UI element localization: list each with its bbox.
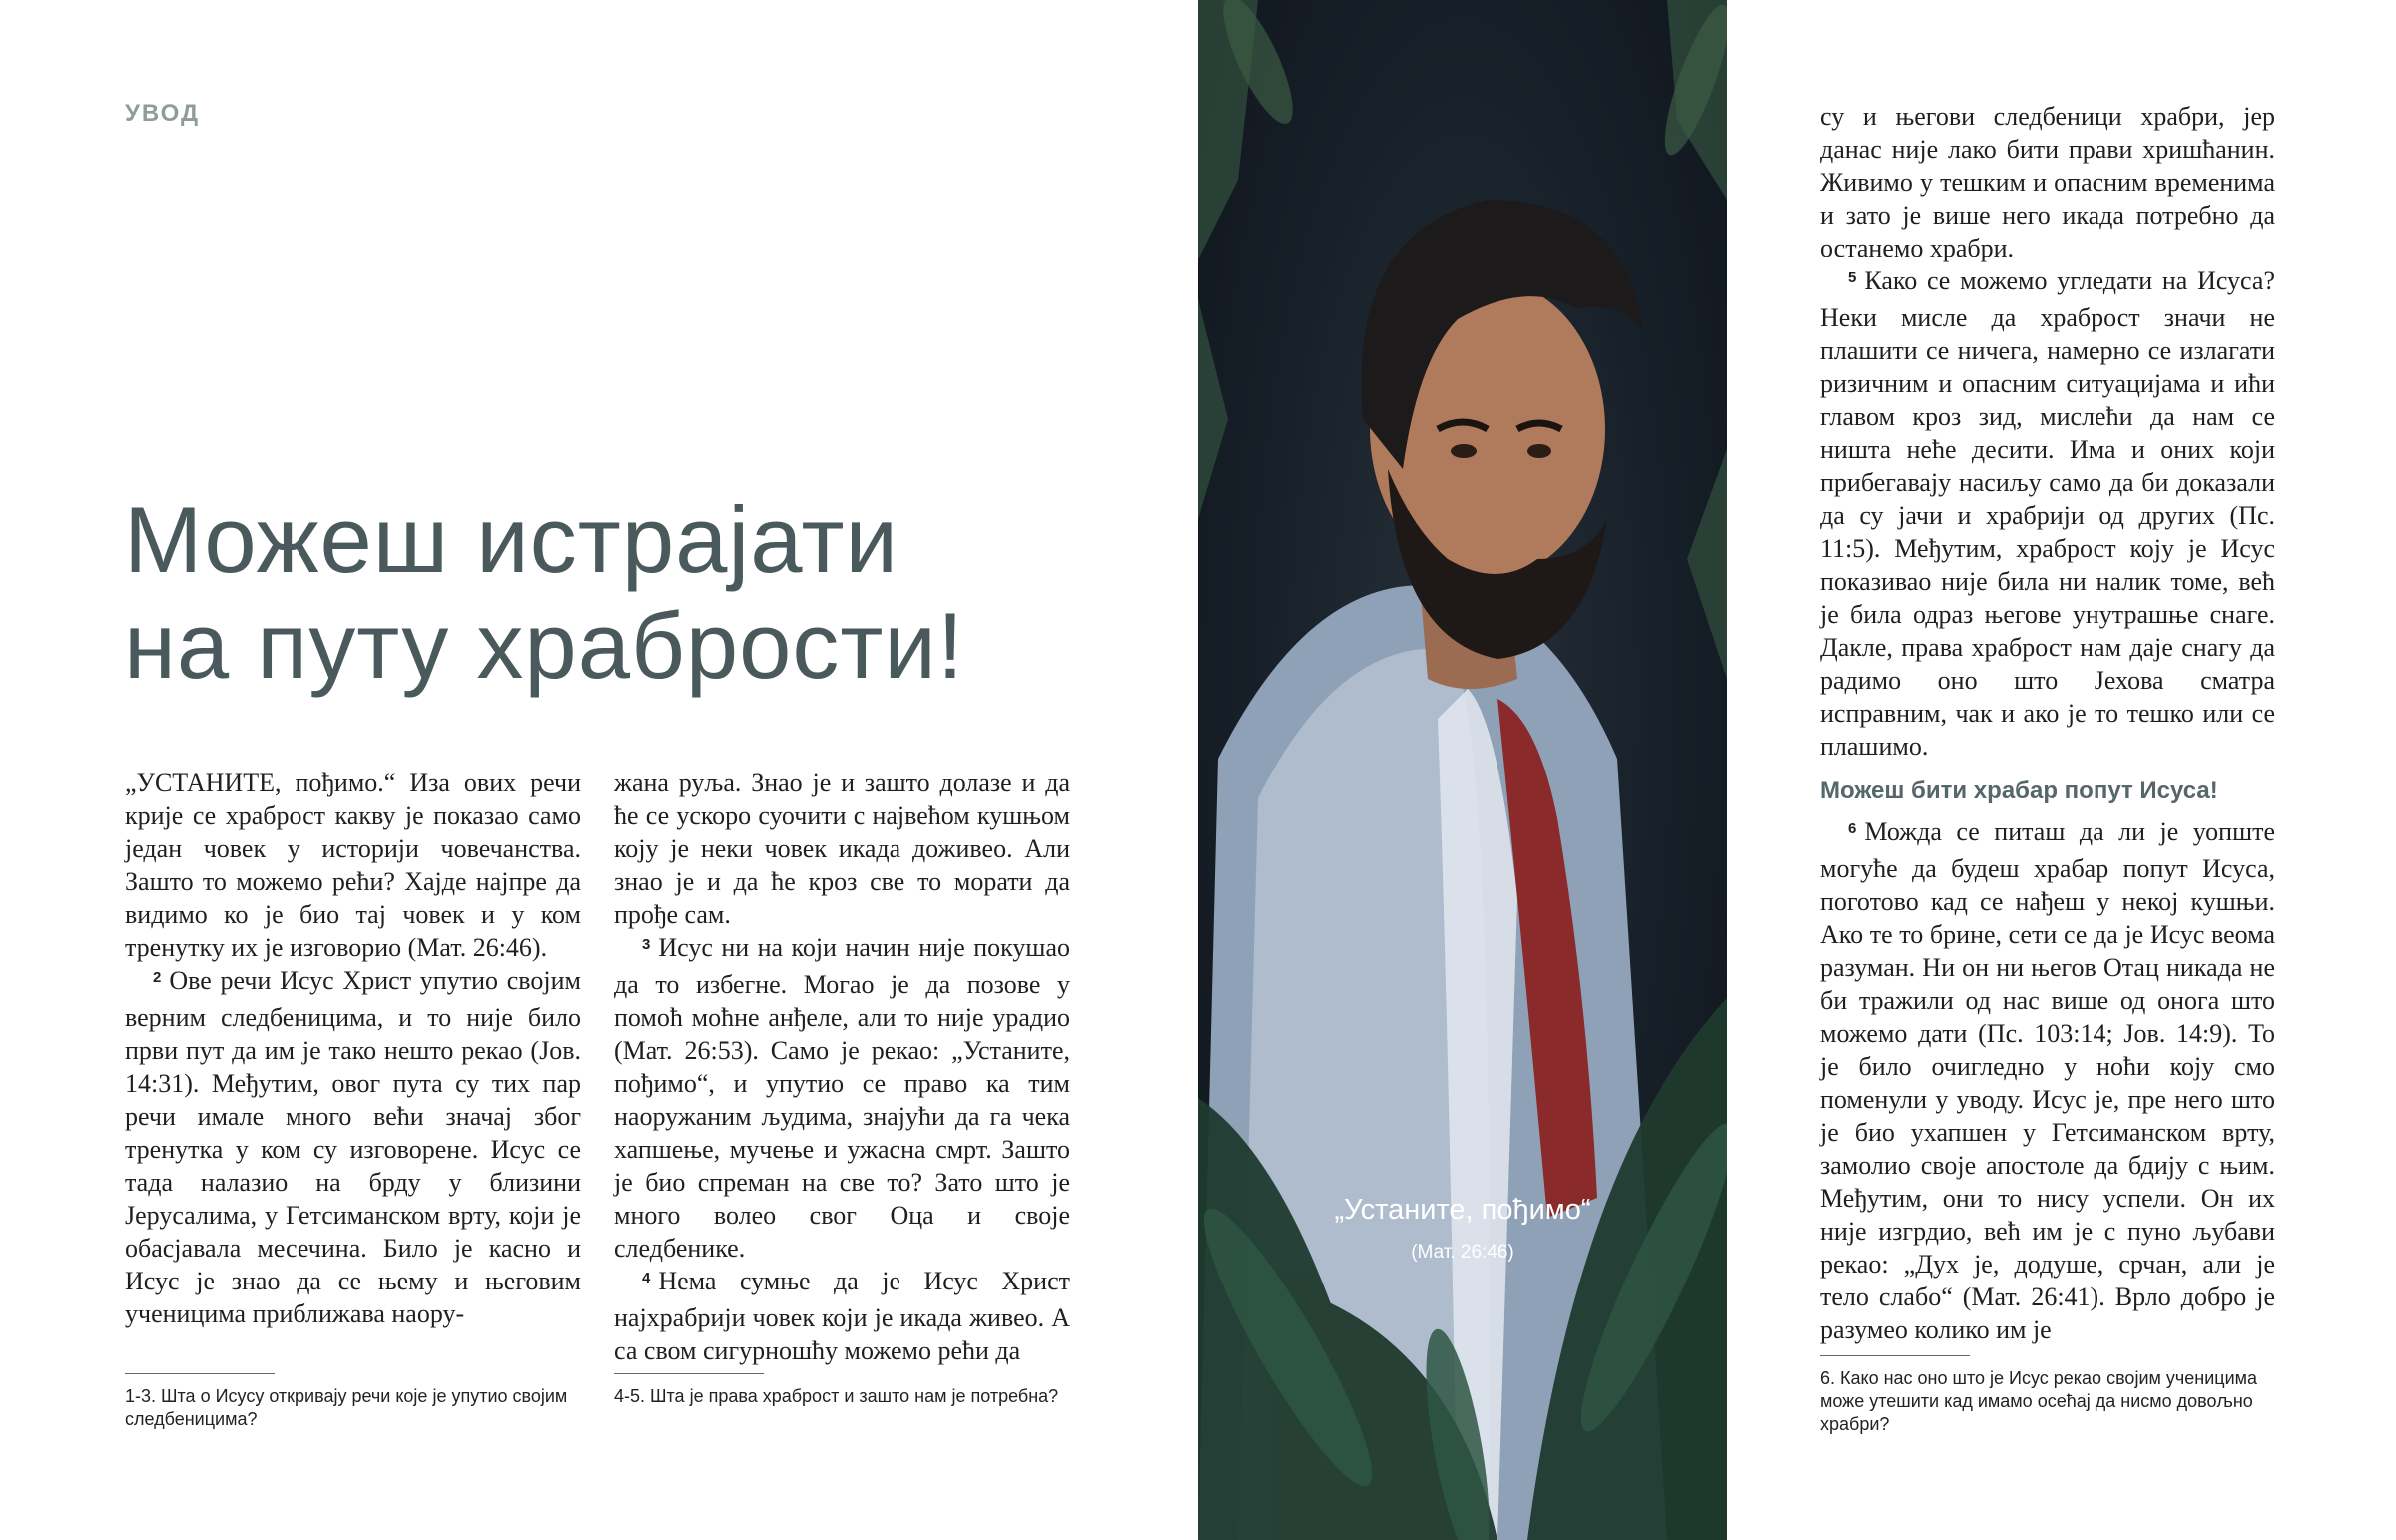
- paragraph-continued: су и његови следбеници храбри, јер данас није лако бити прави хришћанин. Живимо у тешким и опасним временима и зато је више него икада потребно да останемо храбри.: [1820, 102, 2275, 262]
- paragraph-text: Нема сумње да је Исус Христ најхрабрији човек који је икада живео. А са свом сигурношћу можемо рећи да: [614, 1267, 1070, 1365]
- paragraph-5: [1820, 264, 2275, 763]
- footnote-divider: [614, 1373, 764, 1374]
- paragraph-text: Ове речи Исус Христ упутио својим верним следбеницима, и то није било први пут да им је тако нешто рекао (Јов. 14:31). Међутим, овог пута су тих пар речи имале много већи значај због тренутка у ком су изговорене. Исус се тада налазио на брду у близини Јерусалима, у Гетсиманском врту, који је обасјавала месечина. Било је касно и Исус је знао да се њему и његовим ученицима приближава наору-: [125, 966, 581, 1328]
- paragraph-continued: жана руља. Знао је и зашто долазе и да ће се ускоро суочити с највећом кушњом коју је неки човек икада доживео. Али знао је и да ће кроз све то морати да прође сам.: [614, 769, 1070, 929]
- footnote-questions-4-5: 4-5. Шта је права храброст и зашто нам је потребна?: [614, 1386, 1059, 1406]
- illustration-reference: (Мат. 26:46): [1411, 1242, 1514, 1263]
- footnote-questions-1-3: 1-3. Шта о Исусу откривају речи које је упутио својим следбеницима?: [125, 1386, 568, 1429]
- subheading: Можеш бити храбар попут Исуса!: [1820, 777, 2218, 804]
- painting: [1198, 0, 1727, 1540]
- text-column-3: [1820, 100, 2275, 1346]
- paragraph-2: [125, 964, 581, 1330]
- footnote-divider: [125, 1373, 275, 1374]
- paragraph-number: 3: [642, 936, 651, 953]
- paragraph-text: Како се можемо угледати на Исуса? Неки мисле да храброст значи не плашити се ничега, намерно се излагати ризичним и опасним ситуацијама и ићи главом кроз зид, мислећи да нам се ништа неће десити. Има и оних који прибегавају насиљу само да би доказали да су јачи и храбрији од других (Пс. 11:5). Међутим, храброст коју је Исус показивао није била ни налик томе, већ је била одраз његове унутрашње снаге. Дакле, права храброст нам даје снагу да радимо оно што Јехова сматра исправним, чак и ако је то тешко или се плашимо.: [1820, 266, 2275, 761]
- paragraph-number: 5: [1848, 269, 1857, 286]
- paragraph-4: [614, 1265, 1070, 1367]
- paragraph-number: 6: [1848, 820, 1857, 837]
- paragraph-number: 4: [642, 1270, 651, 1286]
- title-line-1: Можеш истрајати: [124, 487, 899, 592]
- title-line-2: на путу храбрости!: [124, 593, 965, 698]
- illustration-jesus-gethsemane: [1198, 0, 1727, 1540]
- footnote-question-6: 6. Како нас оно што је Исус рекао својим ученицима може утешити кад имамо осећај да нисмо довољно храбри?: [1820, 1368, 2258, 1434]
- paragraph-6: [1820, 815, 2275, 1346]
- paragraph-text: Можда се питаш да ли је уопште могуће да будеш храбар попут Исуса, поготово кад се нађеш у некој кушњи. Ако те то брине, сети се да је Исус веома разуман. Ни он ни његов Отац никада не би тражили од нас више од онога што можемо дати (Пс. 103:14; Јов. 14:9). То је било очигледно у ноћи коју смо поменули у уводу. Исус је, пре него што је био ухапшен у Гетсиманском врту, замолио своје апостоле да бдију с њим. Међутим, они то нису успели. Он их није изгрдио, већ им је с пуно љубави рекао: „Дух је, додуше, срчан, али је тело слабо“ (Мат. 26:41). Врло добро је разумео колико им је: [1820, 817, 2275, 1344]
- article-title: [124, 487, 1172, 699]
- section-label: УВОД: [125, 100, 201, 127]
- paragraph-3: [614, 931, 1070, 1265]
- text-column-1: [125, 767, 581, 1330]
- illustration-caption: „Устаните, пођимо“: [1334, 1194, 1591, 1226]
- paragraph-1: „УСТАНИТЕ, пођимо.“ Иза ових речи крије се храброст какву је показао само један човек у историји човечанства. Зашто то можемо рећи? Хајде најпре да видимо ко је био тај човек и у ком тренутку их је изговорио (Мат. 26:46).: [125, 769, 581, 962]
- footnote-divider: [1820, 1355, 1970, 1356]
- paragraph-text: Исус ни на који начин није покушао да то избегне. Могао је да позове у помоћ моћне анђеле, али то није урадио (Мат. 26:53). Само је рекао: „Устаните, пођимо“, и упутио се право ка тим наоружаним људима, знајући да га чека хапшење, мучење и ужасна смрт. Зашто је био спреман на све то? Зато што је много волео свог Оца и своје следбенике.: [614, 933, 1070, 1263]
- paragraph-number: 2: [153, 969, 162, 986]
- text-column-2: [614, 767, 1070, 1367]
